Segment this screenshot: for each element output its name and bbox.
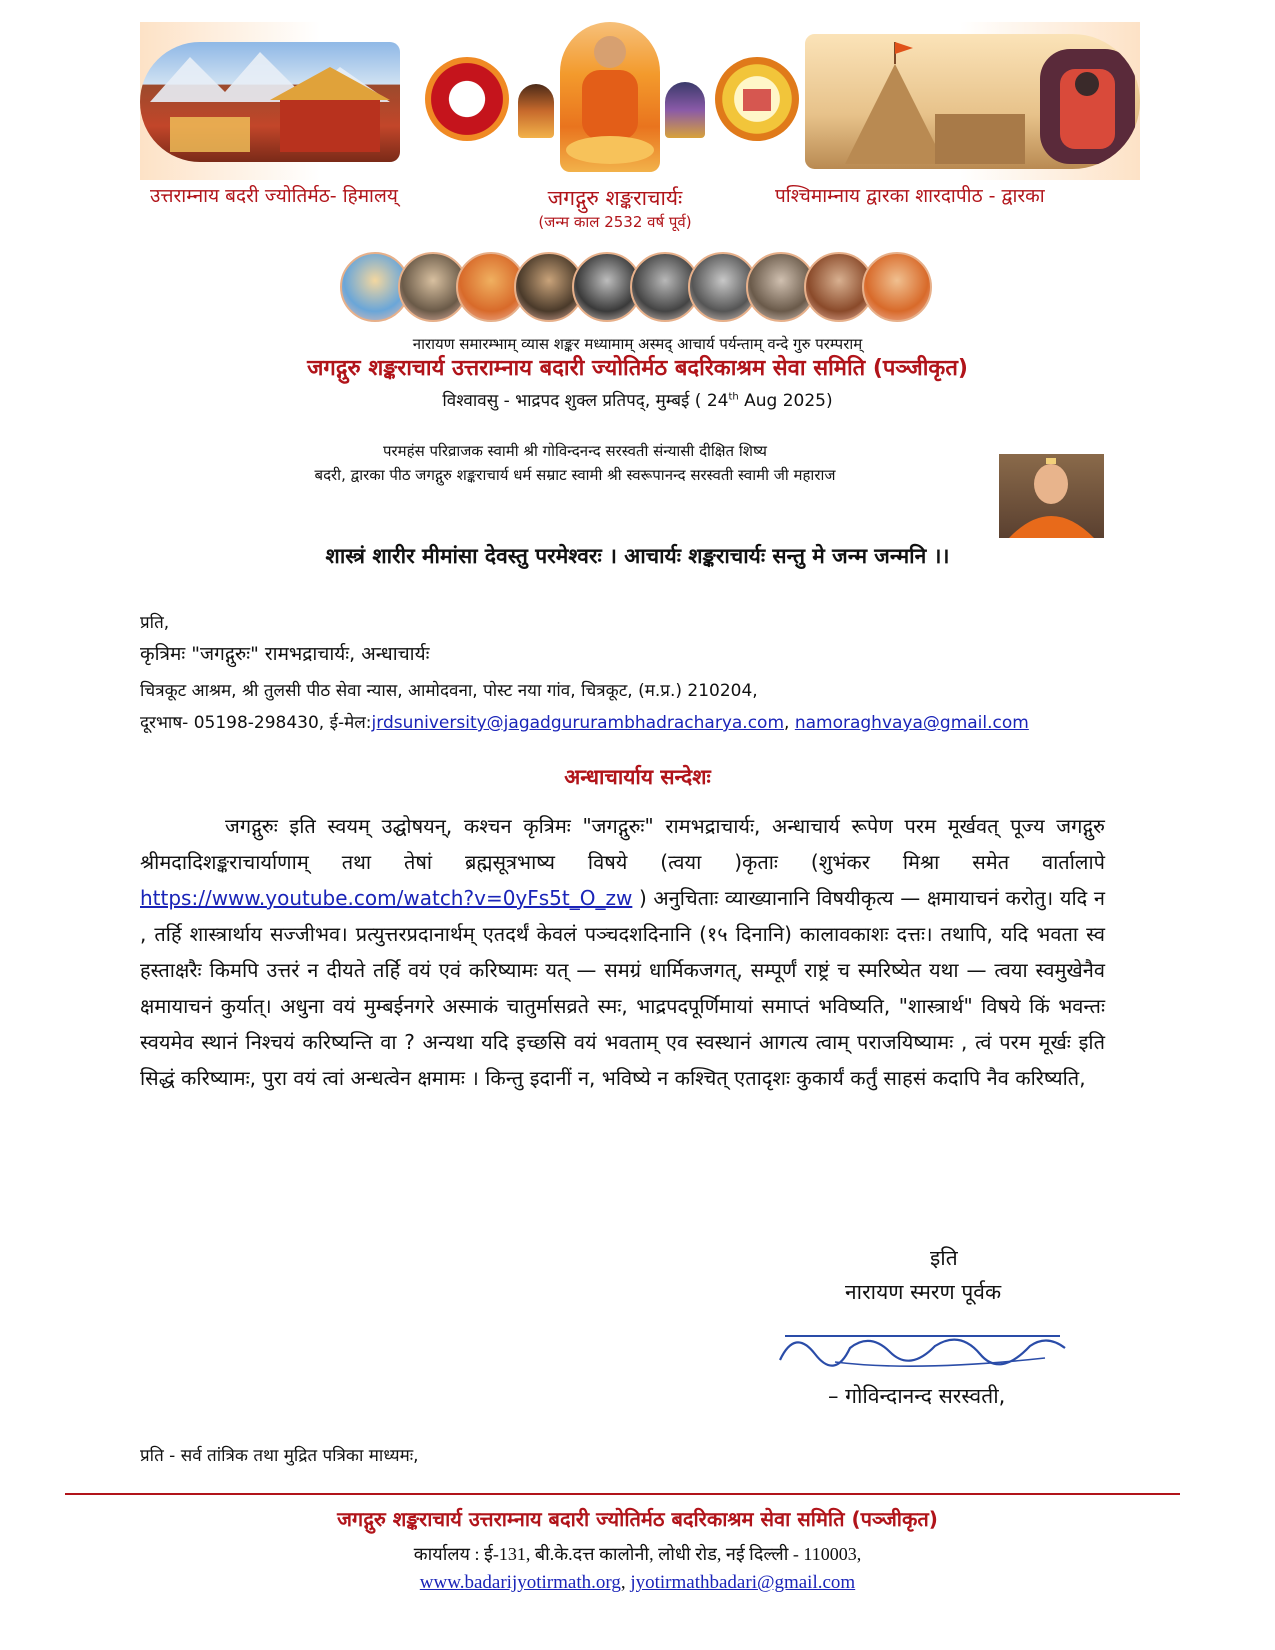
org-name: जगद्गुरु शङ्कराचार्य उत्तराम्नाय बदारी ज्योतिर्मठ बदरिकाश्रम सेवा समिति (पञ्जीकृत) [307,356,968,381]
email-link-2[interactable]: namoraghvaya@gmail.com [794,713,1029,733]
message-body [140,808,1105,1096]
header-banner [140,22,1140,180]
dwarka-temple-image [805,34,1140,169]
recipient-address: चित्रकूट आश्रम, श्री तुलसी पीठ सेवा न्यास, आमोदवना, पोस्ट नया गांव, चित्रकूट, (म.प्र.) 210204, [140,681,758,701]
shloka: शास्त्रं शारीर मीमांसा देवस्तु परमेश्वरः । आचार्यः शङ्कराचार्यः सन्तु मे जन्म जन्मनि ।। [325,544,950,568]
center-subcaption: (जन्म काल 2532 वर्ष पूर्व) [538,213,692,231]
swami-photo [999,454,1104,538]
email-separator: , [784,713,795,733]
youtube-link[interactable]: https://www.youtube.com/watch?v=0yFs5t_O_zw [140,886,633,910]
date-sup: th [728,391,739,403]
closing-name: – गोविन्दानन्द सरस्वती, [828,1384,1006,1408]
date-line [140,388,1135,411]
recipient-prati: प्रति, [140,613,170,633]
left-caption: उत्तराम्नाय बदरी ज्योतिर्मठ- हिमालय् [150,185,398,207]
date-suffix: Aug 2025) [738,391,833,411]
right-caption: पश्चिमाम्नाय द्वारका शारदापीठ - द्वारका [775,185,1045,207]
guru-portrait-10-icon [862,252,932,322]
closing-iti: इति [930,1246,958,1270]
disciple-line-1: परमहंस परिव्राजक स्वामी श्री गोविन्दनन्द सरस्वती संन्यासी दीक्षित शिष्य [382,442,767,460]
lineage-verse: नारायण समारम्भाम् व्यास शङ्कर मध्यामाम् अस्मद् आचार्य पर्यन्ताम् वन्दे गुरु परम्पराम् [412,335,863,353]
shri-emblem: श्री [425,57,509,141]
deity-small-right-image [665,82,705,138]
footer-email-link[interactable]: jyotirmathbadari@gmail.com [630,1572,856,1593]
footer-separator: , [620,1572,631,1593]
himalaya-temple-image [140,42,400,162]
guru-lineage-portraits [340,252,935,326]
closing-narayan: नारायण स्मरण पूर्वक [845,1280,1002,1304]
adi-shankaracharya-image [560,22,660,172]
footer-contact [140,1572,1135,1594]
body-part-1: जगद्गुरुः इति स्वयम् उद्घोषयन्, कश्चन कृत्रिमः "जगद्गुरुः" रामभद्राचार्यः, अन्धाचार्य रूपेण परम मूर्खवत् पूज्य जगद्गुरु श्रीमदादिशङ्कराचार्याणाम् तथा तेषां ब्रह्मसूत्रभाष्य विषये (त्वया )कृताः (शुभंकर मिश्रा समेत वार्तालापे [140,814,1105,874]
contact-prefix: दूरभाष- 05198-298430, ई-मेल: [140,713,372,733]
disciple-line-2: बदरी, द्वारका पीठ जगद्गुरु शङ्कराचार्य धर्म सम्राट स्वामी श्री स्वरूपानन्द सरस्वती स्वामी जी महाराज [314,466,836,484]
body-part-2: ) अनुचिताः व्याख्यानानि विषयीकृत्य — क्षमायाचनं करोतु। यदि न , तर्हि शास्त्रार्थाय सज्जीभव। प्रत्युत्तरप्रदानार्थम् एतदर्थं केवलं पञ्चदशदिनानि (१५ दिनानि) कालावकाशः दत्तः। तथापि, यदि भवता स्व हस्ताक्षरैः किमपि उत्तरं न दीयते तर्हि वयं एवं करिष्यामः यत् — समग्रं धार्मिकजगत्, सम्पूर्णं राष्ट्रं च स्मरिष्येत यथा — त्वया स्वमुखेनैव क्षमायाचनं कुर्यात्। अधुना वयं मुम्बईनगरे अस्माकं चातुर्मासव्रते स्मः, भाद्रपदपूर्णिमायां समाप्तं भविष्यति, "शास्त्रार्थ" विषये किं भवन्तः स्वयमेव स्थानं निश्चयं करिष्यन्ति वा ? अन्यथा यदि इच्छसि वयं भवताम् एव स्वस्थानं आगत्य त्वाम् पराजयिष्यामः , त्वं परम मूर्खः इति सिद्धं करिष्यामः, पुरा वयं त्वां अन्धत्वेन क्षमामः । किन्तु इदानीं न, भविष्ये न कश्चित् एतादृशः कुकार्यं कर्तुं साहसं कदापि नैव करिष्यति, [140,886,1105,1090]
footer-org-name: जगद्गुरु शङ्कराचार्य उत्तराम्नाय बदारी ज्योतिर्मठ बदरिकाश्रम सेवा समिति (पञ्जीकृत) [337,1507,938,1531]
cc-line: प्रति - सर्व तांत्रिक तथा मुद्रित पत्रिका माध्यमः, [140,1446,419,1466]
footer-office: कार्यालय : ई-131, बी.के.दत्त कालोनी, लोधी रोड, नई दिल्ली - 110003, [413,1544,862,1564]
subject-heading: अन्धाचार्याय सन्देशः [564,765,711,789]
deity-small-left-image [518,84,554,138]
dwarka-emblem [715,57,799,141]
recipient-name: कृत्रिमः "जगद्गुरुः" रामभद्राचार्यः, अन्धाचार्यः [140,643,430,665]
center-caption: जगद्गुरु शङ्कराचार्यः [547,186,683,210]
recipient-contact [140,710,1029,733]
email-link-1[interactable]: jrdsuniversity@jagadgururambhadracharya.com [371,713,785,733]
date-prefix: विश्वावसु - भाद्रपद शुक्ल प्रतिपद्, मुम्बई ( 24 [442,391,729,411]
signature [775,1318,1075,1374]
footer-divider [65,1493,1180,1495]
website-link[interactable]: www.badarijyotirmath.org [419,1572,621,1593]
